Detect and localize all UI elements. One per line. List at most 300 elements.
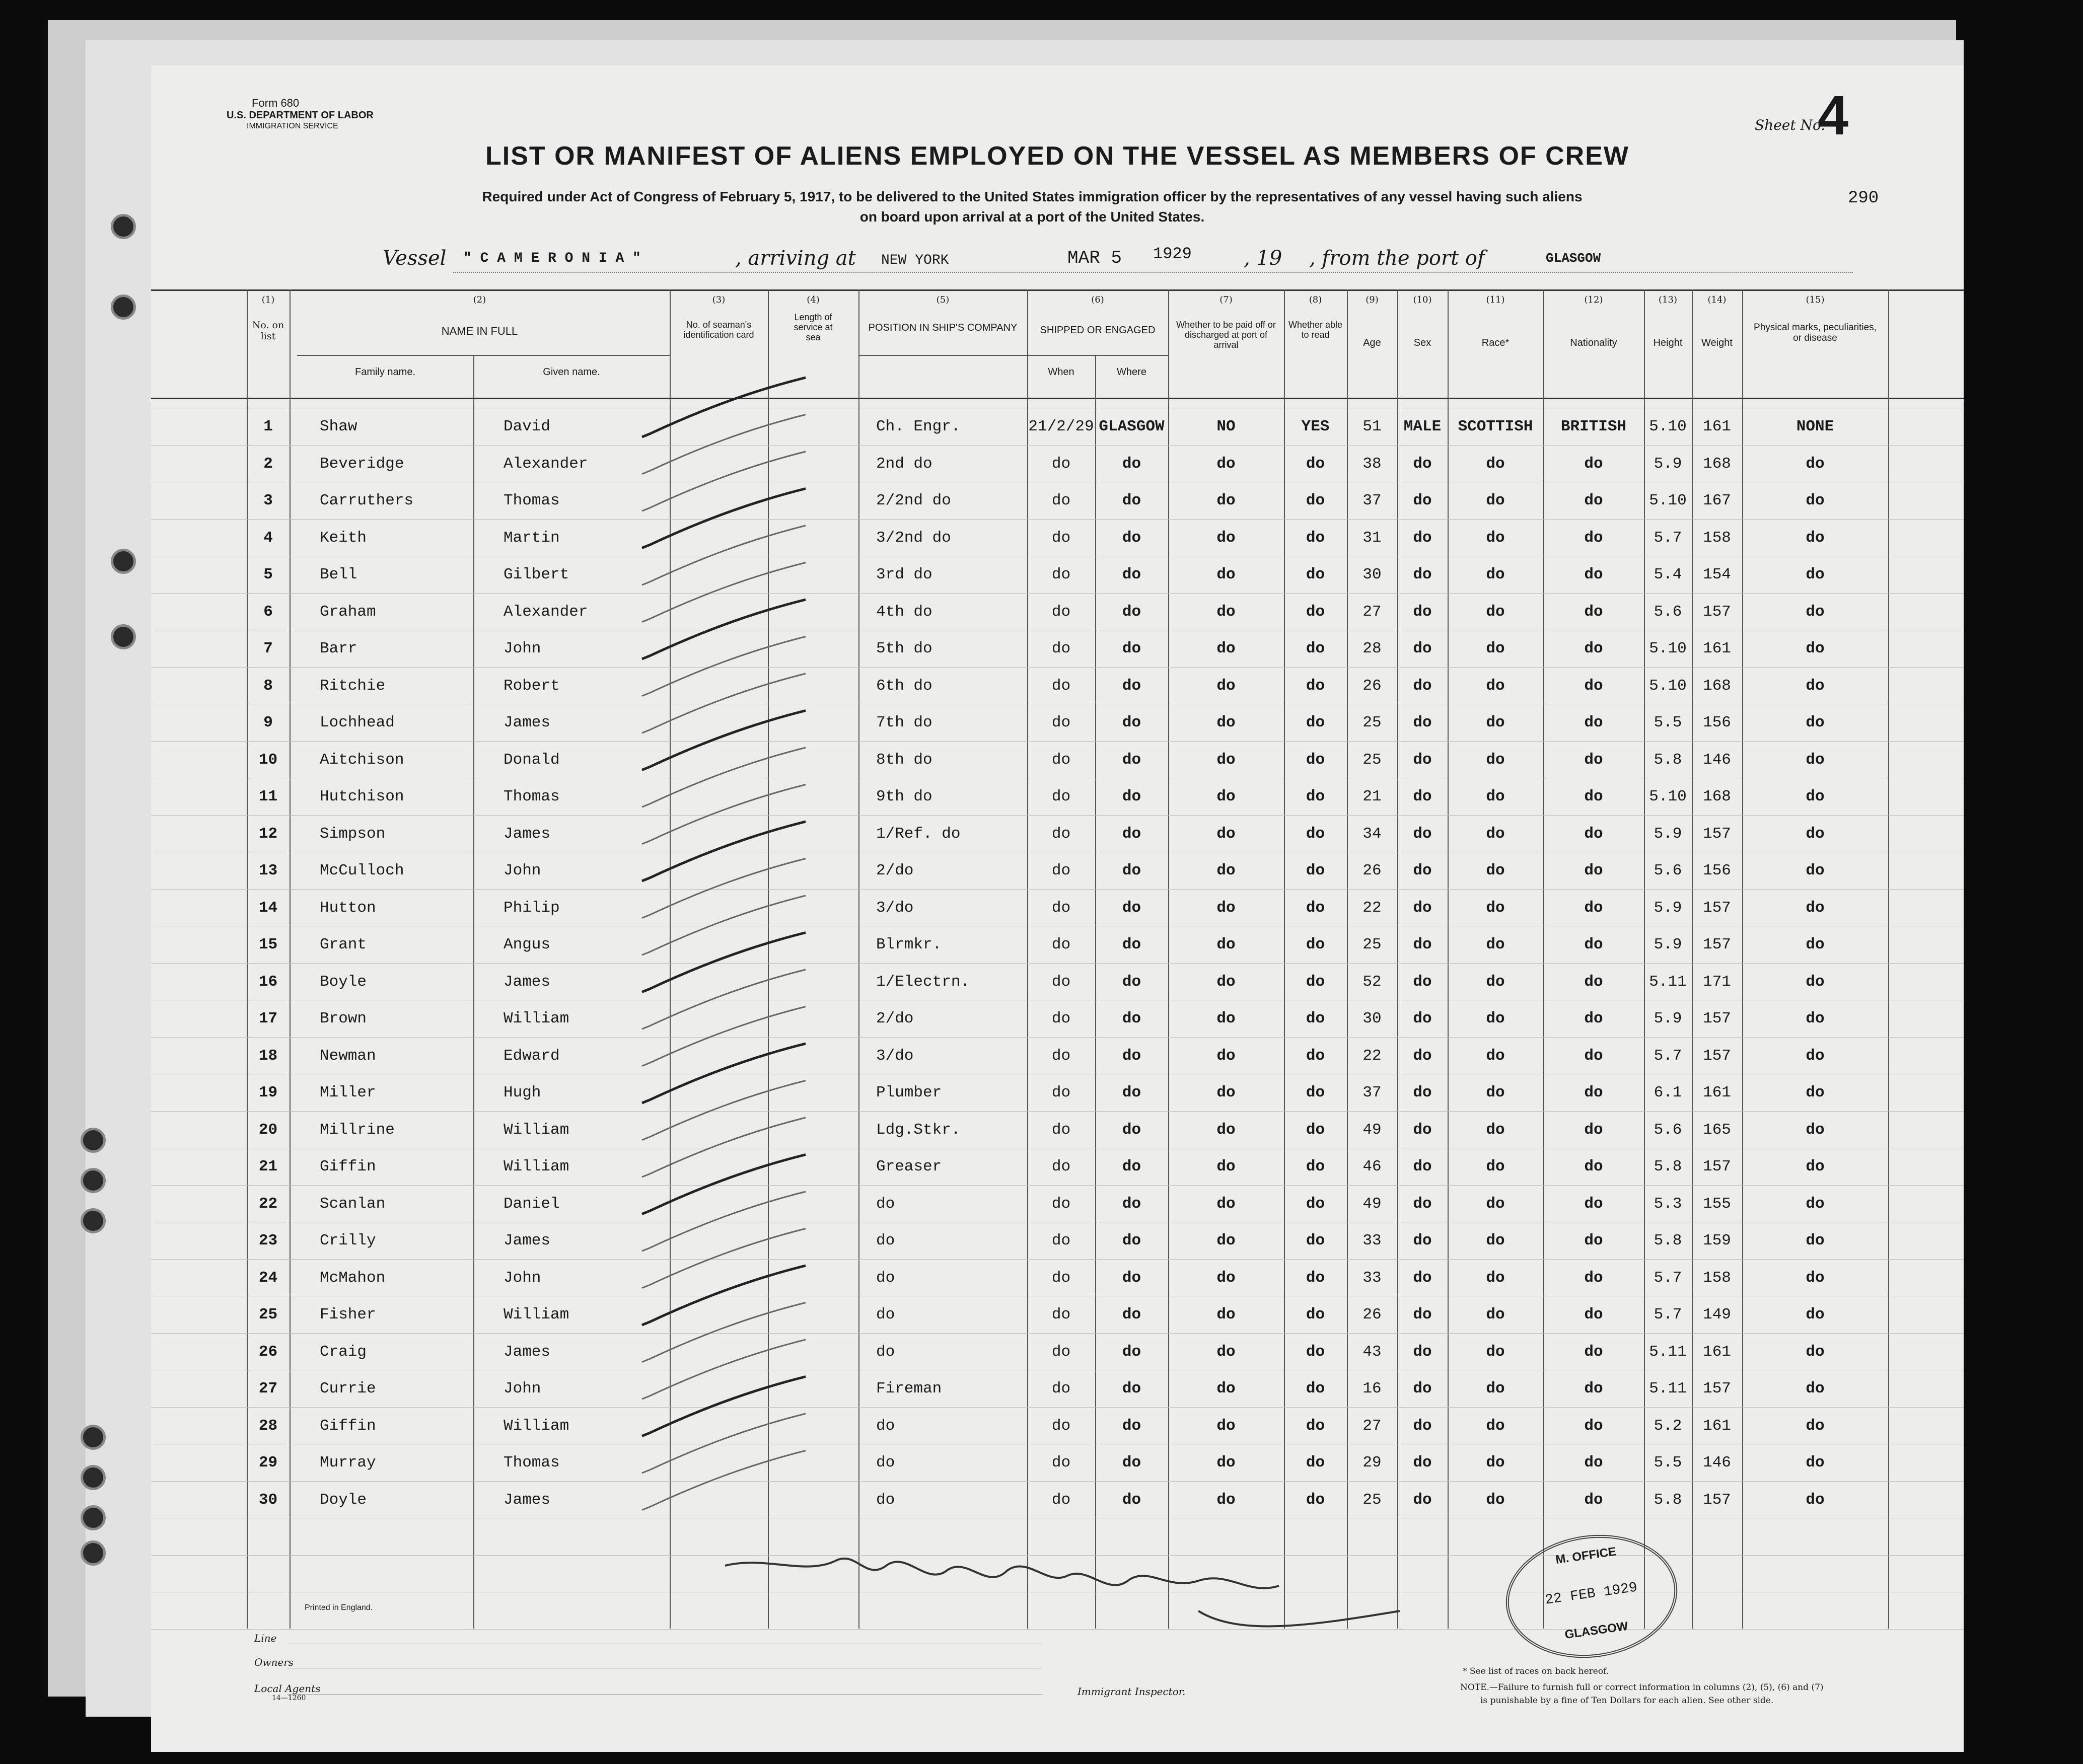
penalty-note-2: is punishable by a fine of Ten Dollars for each alien. See other side. [1480, 1696, 1774, 1706]
cell-family: Murray [320, 1454, 376, 1472]
cell-nationality: do [1584, 455, 1603, 473]
cell-weight: 161 [1703, 1417, 1731, 1435]
cell-weight: 168 [1703, 788, 1731, 805]
cell-position: 8th do [876, 751, 932, 769]
cell-when: do [1051, 1047, 1071, 1065]
penalty-note: NOTE.—Failure to furnish full or correct information in columns (2), (5), (6) and (7) [1460, 1682, 1824, 1693]
form-service: IMMIGRATION SERVICE [247, 122, 338, 130]
cell-weight: 158 [1703, 1269, 1731, 1287]
cell-nationality: do [1584, 825, 1603, 843]
cell-family: Giffin [320, 1417, 376, 1435]
cell-where: do [1122, 1010, 1141, 1027]
cell-read: do [1306, 603, 1325, 621]
cell-nationality: do [1584, 1047, 1603, 1065]
cell-when: do [1051, 1306, 1071, 1324]
cell-where: GLASGOW [1099, 418, 1165, 435]
cell-read: do [1306, 492, 1325, 509]
cell-position: do [876, 1417, 895, 1435]
cell-when: do [1051, 1417, 1071, 1435]
cell-weight: 161 [1703, 1084, 1731, 1101]
cell-marks: do [1806, 1121, 1825, 1139]
cell-nationality: do [1584, 1269, 1603, 1287]
cell-weight: 165 [1703, 1121, 1731, 1139]
cell-nationality: do [1584, 714, 1603, 731]
col-header-name: NAME IN FULL [441, 325, 518, 337]
cell-nationality: do [1584, 1158, 1603, 1175]
cell-race: do [1486, 936, 1505, 953]
cell-no: 23 [258, 1232, 278, 1250]
cell-marks: do [1806, 1306, 1825, 1324]
cell-when: do [1051, 1380, 1071, 1398]
check-mark [642, 526, 806, 585]
line-label: Line [254, 1632, 277, 1644]
col-number: (11) [1486, 295, 1505, 305]
cell-position: Blrmkr. [876, 936, 942, 953]
cell-nationality: do [1584, 1306, 1603, 1324]
page-reference: 290 [1848, 189, 1879, 208]
cell-weight: 156 [1703, 714, 1731, 731]
cell-age: 27 [1362, 1417, 1382, 1435]
cell-where: do [1122, 492, 1141, 509]
check-mark [642, 452, 806, 511]
cell-given: William [504, 1010, 569, 1027]
cell-race: do [1486, 751, 1505, 769]
inspector-label: Immigrant Inspector. [1078, 1685, 1186, 1698]
manifest-sheet [151, 65, 1964, 1752]
cell-paid-off: do [1216, 1047, 1236, 1065]
col-header-where: Where [1117, 366, 1146, 378]
cell-where: do [1122, 677, 1141, 695]
cell-paid-off: do [1216, 825, 1236, 843]
cell-age: 26 [1362, 862, 1382, 879]
check-mark [642, 785, 806, 844]
cell-marks: do [1806, 566, 1825, 583]
col-header-shipped: SHIPPED OR ENGAGED [1040, 325, 1156, 336]
cell-position: 6th do [876, 677, 932, 695]
cell-no: 16 [258, 973, 278, 991]
cell-given: Thomas [504, 492, 560, 509]
cell-no: 13 [258, 862, 278, 879]
cell-height: 5.8 [1654, 1232, 1682, 1250]
binder-hole [111, 295, 136, 320]
page-title: LIST OR MANIFEST OF ALIENS EMPLOYED ON THE VESSEL AS MEMBERS OF CREW [485, 141, 1629, 171]
cell-when: do [1051, 788, 1071, 805]
cell-marks: do [1806, 1343, 1825, 1361]
cell-given: James [504, 973, 551, 991]
cell-age: 52 [1362, 973, 1382, 991]
cell-where: do [1122, 529, 1141, 547]
cell-position: 2nd do [876, 455, 932, 473]
cell-no: 28 [258, 1417, 278, 1435]
cell-weight: 157 [1703, 1010, 1731, 1027]
cell-position: Ch. Engr. [876, 418, 961, 435]
cell-read: do [1306, 1269, 1325, 1287]
cell-race: do [1486, 677, 1505, 695]
cell-family: Fisher [320, 1306, 376, 1324]
cell-weight: 149 [1703, 1306, 1731, 1324]
col-number: (15) [1806, 295, 1825, 305]
cell-when: do [1051, 1269, 1071, 1287]
cell-family: Ritchie [320, 677, 386, 695]
cell-sex: do [1413, 640, 1432, 657]
cell-position: 2/do [876, 1010, 914, 1027]
cell-given: James [504, 714, 551, 731]
cell-given: Alexander [504, 603, 588, 621]
cell-read: do [1306, 1343, 1325, 1361]
cell-paid-off: do [1216, 603, 1236, 621]
cell-age: 22 [1362, 1047, 1382, 1065]
cell-marks: do [1806, 936, 1825, 953]
check-mark [642, 896, 806, 955]
cell-given: Thomas [504, 788, 560, 805]
cell-sex: do [1413, 1269, 1432, 1287]
cell-sex: do [1413, 751, 1432, 769]
col-header-height: Height [1653, 337, 1683, 348]
col-header-when: When [1048, 366, 1074, 378]
cell-no: 26 [258, 1343, 278, 1361]
footer-rule [287, 1694, 1042, 1695]
cell-race: do [1486, 1306, 1505, 1324]
cell-weight: 171 [1703, 973, 1731, 991]
cell-marks: do [1806, 1195, 1825, 1213]
cell-no: 9 [263, 714, 273, 731]
check-mark [642, 637, 806, 696]
binder-hole [81, 1505, 106, 1530]
cell-age: 51 [1362, 418, 1382, 435]
cell-race: do [1486, 973, 1505, 991]
cell-race: do [1486, 1047, 1505, 1065]
cell-paid-off: do [1216, 1269, 1236, 1287]
cell-given: James [504, 1232, 551, 1250]
check-mark [642, 859, 806, 918]
cell-family: Grant [320, 936, 367, 953]
cell-paid-off: do [1216, 1084, 1236, 1101]
cell-age: 33 [1362, 1269, 1382, 1287]
cell-age: 46 [1362, 1158, 1382, 1175]
cell-nationality: do [1584, 1010, 1603, 1027]
cell-given: William [504, 1158, 569, 1175]
cell-given: William [504, 1306, 569, 1324]
cell-given: Philip [504, 899, 560, 917]
cell-nationality: do [1584, 1121, 1603, 1139]
check-mark [642, 1266, 806, 1325]
cell-height: 5.10 [1649, 640, 1687, 657]
cell-weight: 157 [1703, 1380, 1731, 1398]
cell-nationality: do [1584, 566, 1603, 583]
cell-age: 25 [1362, 714, 1382, 731]
cell-sex: do [1413, 1010, 1432, 1027]
check-mark [642, 822, 806, 881]
cell-no: 25 [258, 1306, 278, 1324]
cell-marks: do [1806, 1454, 1825, 1472]
vessel-label: Vessel [383, 247, 447, 270]
cell-given: James [504, 825, 551, 843]
cell-position: Plumber [876, 1084, 942, 1101]
col-number: (13) [1659, 295, 1677, 305]
col-header-position: POSITION IN SHIP'S COMPANY [868, 322, 1018, 333]
cell-read: do [1306, 1417, 1325, 1435]
col-number: (6) [1091, 295, 1104, 305]
cell-where: do [1122, 1380, 1141, 1398]
col-header-nationality: Nationality [1570, 337, 1617, 348]
cell-age: 49 [1362, 1121, 1382, 1139]
cell-weight: 159 [1703, 1232, 1731, 1250]
agents-label: Local Agents [254, 1682, 321, 1695]
cell-age: 30 [1362, 566, 1382, 583]
cell-nationality: do [1584, 1417, 1603, 1435]
cell-marks: do [1806, 899, 1825, 917]
cell-read: do [1306, 1121, 1325, 1139]
cell-height: 5.7 [1654, 1047, 1682, 1065]
binder-hole [111, 549, 136, 574]
cell-nationality: do [1584, 1454, 1603, 1472]
cell-weight: 146 [1703, 1454, 1731, 1472]
cell-nationality: do [1584, 973, 1603, 991]
col-header-service-length: Length of service at sea [794, 312, 833, 342]
cell-no: 21 [258, 1158, 278, 1175]
cell-paid-off: do [1216, 1343, 1236, 1361]
cell-where: do [1122, 1269, 1141, 1287]
col-header-given: Given name. [543, 366, 600, 378]
cell-height: 5.3 [1654, 1195, 1682, 1213]
owners-label: Owners [254, 1656, 294, 1668]
cell-height: 5.6 [1654, 1121, 1682, 1139]
cell-marks: do [1806, 640, 1825, 657]
cell-given: William [504, 1121, 569, 1139]
cell-position: 5th do [876, 640, 932, 657]
cell-paid-off: do [1216, 751, 1236, 769]
cell-position: Greaser [876, 1158, 942, 1175]
cell-when: do [1051, 640, 1071, 657]
cell-race: do [1486, 1269, 1505, 1287]
cell-race: do [1486, 566, 1505, 583]
col-number: (7) [1219, 295, 1233, 305]
cell-marks: do [1806, 1491, 1825, 1509]
cell-read: do [1306, 566, 1325, 583]
cell-race: do [1486, 1491, 1505, 1509]
cell-when: do [1051, 1454, 1071, 1472]
cell-age: 31 [1362, 529, 1382, 547]
cell-height: 6.1 [1654, 1084, 1682, 1101]
cell-position: do [876, 1232, 895, 1250]
cell-position: do [876, 1306, 895, 1324]
cell-no: 8 [263, 677, 273, 695]
cell-family: Scanlan [320, 1195, 386, 1213]
cell-no: 14 [258, 899, 278, 917]
check-mark [642, 415, 806, 474]
agents-code: 14—1260 [272, 1694, 306, 1702]
cell-family: Bell [320, 566, 357, 583]
cell-position: do [876, 1269, 895, 1287]
cell-marks: do [1806, 1047, 1825, 1065]
cell-family: Graham [320, 603, 376, 621]
cell-position: 7th do [876, 714, 932, 731]
cell-nationality: do [1584, 788, 1603, 805]
form-subtitle-2: on board upon arrival at a port of the United States. [859, 209, 1205, 225]
check-mark [642, 1229, 806, 1288]
cell-paid-off: do [1216, 455, 1236, 473]
cell-given: Martin [504, 529, 560, 547]
cell-position: 3rd do [876, 566, 932, 583]
cell-weight: 146 [1703, 751, 1731, 769]
cell-paid-off: do [1216, 1195, 1236, 1213]
check-mark [642, 711, 806, 770]
cell-sex: do [1413, 1454, 1432, 1472]
cell-no: 6 [263, 603, 273, 621]
cell-where: do [1122, 1417, 1141, 1435]
cell-marks: do [1806, 492, 1825, 509]
cell-sex: do [1413, 1121, 1432, 1139]
cell-paid-off: do [1216, 1232, 1236, 1250]
cell-given: James [504, 1491, 551, 1509]
cell-when: do [1051, 1491, 1071, 1509]
cell-where: do [1122, 862, 1141, 879]
cell-given: William [504, 1417, 569, 1435]
cell-nationality: do [1584, 751, 1603, 769]
cell-when: do [1051, 529, 1071, 547]
cell-marks: do [1806, 1380, 1825, 1398]
cell-marks: do [1806, 603, 1825, 621]
cell-sex: do [1413, 455, 1432, 473]
printed-note: Printed in England. [305, 1603, 373, 1612]
cell-where: do [1122, 973, 1141, 991]
cell-family: Barr [320, 640, 357, 657]
cell-read: do [1306, 1158, 1325, 1175]
cell-when: do [1051, 1232, 1071, 1250]
cell-position: 1/Ref. do [876, 825, 961, 843]
cell-position: do [876, 1195, 895, 1213]
cell-race: do [1486, 788, 1505, 805]
cell-where: do [1122, 1343, 1141, 1361]
cell-no: 4 [263, 529, 273, 547]
cell-age: 26 [1362, 677, 1382, 695]
cell-paid-off: do [1216, 677, 1236, 695]
check-mark [642, 1118, 806, 1177]
cell-weight: 161 [1703, 418, 1731, 435]
cell-when: do [1051, 862, 1071, 879]
check-mark [642, 1377, 806, 1436]
cell-weight: 168 [1703, 455, 1731, 473]
cell-marks: do [1806, 455, 1825, 473]
arrival-year: 1929 [1153, 245, 1192, 263]
cell-sex: do [1413, 1343, 1432, 1361]
cell-race: do [1486, 899, 1505, 917]
arriving-label: , arriving at [735, 247, 856, 270]
inspector-signature [705, 1535, 1460, 1666]
cell-weight: 157 [1703, 936, 1731, 953]
form-subtitle: Required under Act of Congress of February 5, 1917, to be delivered to the United States immigration officer by the representatives of any vessel having such aliens [482, 189, 1583, 204]
cell-weight: 157 [1703, 1158, 1731, 1175]
cell-where: do [1122, 899, 1141, 917]
cell-read: do [1306, 677, 1325, 695]
cell-position: 2/2nd do [876, 492, 951, 509]
cell-given: Alexander [504, 455, 588, 473]
check-mark [642, 1340, 806, 1399]
cell-race: do [1486, 1417, 1505, 1435]
cell-marks: do [1806, 1010, 1825, 1027]
cell-sex: do [1413, 1195, 1432, 1213]
race-note: * See list of races on back hereof. [1463, 1666, 1609, 1676]
cell-height: 5.11 [1649, 973, 1687, 991]
cell-given: Angus [504, 936, 551, 953]
binder-hole [81, 1540, 106, 1566]
cell-sex: do [1413, 825, 1432, 843]
cell-age: 34 [1362, 825, 1382, 843]
cell-position: do [876, 1454, 895, 1472]
cell-where: do [1122, 751, 1141, 769]
cell-when: do [1051, 1010, 1071, 1027]
cell-where: do [1122, 1084, 1141, 1101]
cell-marks: NONE [1796, 418, 1834, 435]
cell-read: do [1306, 899, 1325, 917]
cell-given: Thomas [504, 1454, 560, 1472]
cell-read: do [1306, 640, 1325, 657]
cell-paid-off: do [1216, 899, 1236, 917]
cell-no: 5 [263, 566, 273, 583]
cell-where: do [1122, 825, 1141, 843]
cell-weight: 155 [1703, 1195, 1731, 1213]
cell-where: do [1122, 455, 1141, 473]
cell-age: 26 [1362, 1306, 1382, 1324]
cell-when: do [1051, 455, 1071, 473]
cell-where: do [1122, 788, 1141, 805]
cell-sex: do [1413, 1417, 1432, 1435]
cell-read: YES [1301, 418, 1330, 435]
cell-family: McMahon [320, 1269, 386, 1287]
cell-weight: 157 [1703, 899, 1731, 917]
cell-nationality: do [1584, 1491, 1603, 1509]
col-number: (4) [807, 295, 820, 305]
cell-family: Millrine [320, 1121, 395, 1139]
cell-family: Currie [320, 1380, 376, 1398]
year-label: , 19 [1244, 247, 1282, 270]
cell-weight: 168 [1703, 677, 1731, 695]
cell-read: do [1306, 862, 1325, 879]
binder-hole [81, 1465, 106, 1490]
check-mark [642, 748, 806, 807]
col-header-weight: Weight [1701, 337, 1733, 348]
cell-read: do [1306, 1306, 1325, 1324]
cell-height: 5.11 [1649, 1380, 1687, 1398]
cell-height: 5.8 [1654, 751, 1682, 769]
cell-nationality: do [1584, 677, 1603, 695]
cell-height: 5.10 [1649, 418, 1687, 435]
cell-no: 30 [258, 1491, 278, 1509]
stamp-top-text: M. OFFICE [1554, 1545, 1617, 1567]
cell-given: John [504, 640, 541, 657]
cell-no: 1 [263, 418, 273, 435]
cell-when: do [1051, 492, 1071, 509]
cell-age: 37 [1362, 492, 1382, 509]
cell-paid-off: do [1216, 566, 1236, 583]
cell-family: Crilly [320, 1232, 376, 1250]
cell-paid-off: do [1216, 1010, 1236, 1027]
cell-read: do [1306, 1084, 1325, 1101]
cell-where: do [1122, 936, 1141, 953]
cell-no: 24 [258, 1269, 278, 1287]
cell-race: do [1486, 1158, 1505, 1175]
cell-where: do [1122, 714, 1141, 731]
cell-paid-off: do [1216, 862, 1236, 879]
check-mark [642, 378, 806, 437]
cell-height: 5.10 [1649, 677, 1687, 695]
cell-family: Hutchison [320, 788, 404, 805]
cell-when: do [1051, 899, 1071, 917]
cell-height: 5.9 [1654, 1010, 1682, 1027]
form-number: Form 680 [252, 97, 300, 109]
cell-family: Craig [320, 1343, 367, 1361]
cell-race: do [1486, 1010, 1505, 1027]
